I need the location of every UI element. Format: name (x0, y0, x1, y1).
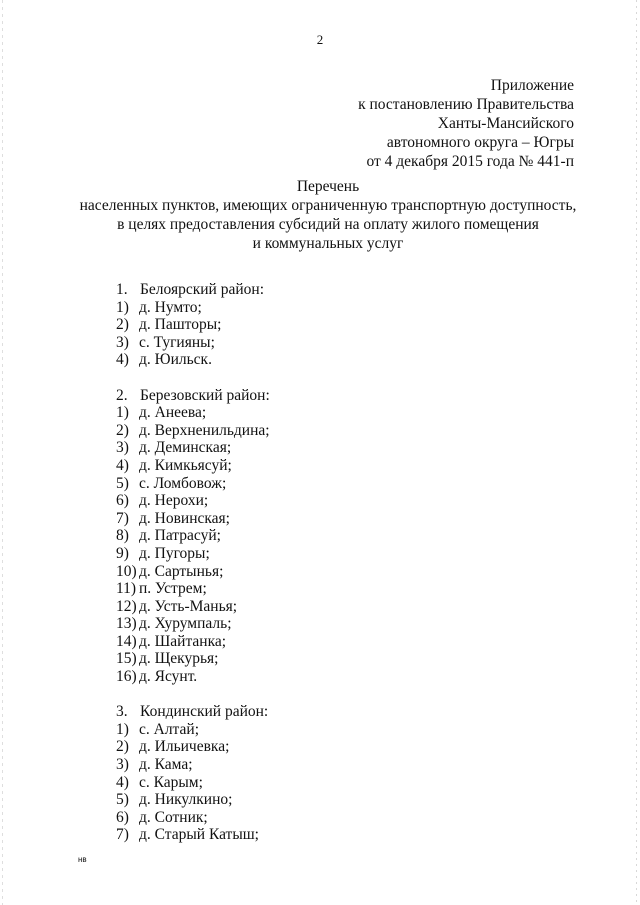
settlement-name: д. Новинская; (139, 509, 230, 527)
settlement-list-item (116, 668, 270, 686)
district-lists (116, 281, 270, 862)
item-number: 2) (116, 421, 129, 439)
settlement-list-item (116, 721, 270, 739)
item-number: 15) (116, 650, 137, 668)
settlement-name: с. Алтай; (139, 720, 200, 738)
item-number: 5) (116, 474, 129, 492)
item-number: 2) (116, 738, 129, 756)
item-number: 14) (116, 632, 137, 650)
item-number: 3) (116, 756, 129, 774)
appendix-line: к постановлению Правительства (358, 96, 574, 113)
settlement-list-item (116, 738, 270, 756)
settlement-name: д. Деминская; (139, 439, 232, 457)
settlement-name: с. Тугияны; (139, 333, 215, 351)
settlement-name: д. Анеева; (139, 404, 207, 422)
item-number: 4) (116, 351, 129, 369)
settlement-list-item (116, 351, 270, 369)
appendix-line: Ханты-Мансийского (437, 115, 574, 132)
item-number: 1) (116, 720, 129, 738)
district-name: Березовский район: (140, 386, 270, 404)
settlement-name: д. Нумто; (139, 298, 202, 316)
settlement-name: д. Патрасуй; (139, 527, 221, 545)
settlement-name: д. Шайтанка; (139, 632, 227, 650)
item-number: 6) (116, 808, 129, 826)
item-number: 2) (116, 316, 129, 334)
item-number: 7) (116, 826, 129, 844)
footer-mark: нв (78, 855, 87, 864)
settlement-name: д. Ильичевка; (139, 738, 230, 756)
district-number: 2. (116, 386, 128, 404)
settlement-name: д. Нерохи; (139, 492, 209, 510)
district-heading (116, 703, 270, 721)
appendix-line: Приложение (490, 77, 574, 94)
item-number: 12) (116, 597, 137, 615)
settlement-name: д. Хурумпаль; (139, 615, 232, 633)
district-number: 1. (116, 281, 128, 298)
settlement-list-item (116, 826, 270, 844)
settlement-list-item (116, 633, 270, 651)
settlement-list-item (116, 439, 270, 457)
settlement-name: д. Верхненильдина; (139, 421, 270, 439)
item-number: 3) (116, 333, 129, 351)
item-number: 6) (116, 492, 129, 510)
settlement-list-item (116, 791, 270, 809)
settlement-name: д. Пугоры; (139, 544, 210, 562)
settlement-list-item (116, 457, 270, 475)
settlement-name: д. Ясунт. (139, 668, 198, 686)
settlement-list-item (116, 756, 270, 774)
appendix-header (358, 76, 574, 171)
settlement-list-item (116, 615, 270, 633)
settlement-list-item (116, 563, 270, 581)
settlement-list-item (116, 316, 270, 334)
item-number: 13) (116, 615, 137, 633)
district-name: Белоярский район: (140, 281, 264, 298)
settlement-list-item (116, 650, 270, 668)
settlement-name: д. Никулкино; (139, 791, 233, 809)
settlement-list-item (116, 404, 270, 422)
settlement-list-item (116, 299, 270, 317)
item-number: 5) (116, 791, 129, 809)
item-number: 4) (116, 456, 129, 474)
settlement-name: д. Усть-Манья; (139, 597, 238, 615)
settlement-name: п. Устрем; (139, 580, 207, 598)
settlement-name: д. Щекурья; (139, 650, 219, 668)
settlement-name: д. Старый Катыш; (139, 826, 259, 844)
item-number: 9) (116, 544, 129, 562)
settlement-list-item (116, 809, 270, 827)
appendix-line: от 4 декабря 2015 года № 441-п (366, 153, 574, 170)
district-block (116, 703, 270, 844)
settlement-list-item (116, 475, 270, 493)
item-number: 11) (116, 580, 137, 598)
settlement-list-item (116, 774, 270, 792)
appendix-line: автономного округа – Югры (386, 134, 574, 151)
item-number: 3) (116, 439, 129, 457)
item-number: 1) (116, 298, 129, 316)
settlement-name: с. Карым; (139, 773, 203, 791)
district-heading (116, 281, 270, 299)
title-line: в целях предоставления субсидий на оплату жилого помещения (117, 216, 539, 233)
settlement-list-item (116, 598, 270, 616)
settlement-name: д. Кимкьясуй; (139, 456, 232, 474)
settlement-name: д. Пашторы; (139, 316, 222, 334)
item-number: 7) (116, 509, 129, 527)
settlement-list-item (116, 510, 270, 528)
settlement-list-item (116, 334, 270, 352)
scan-edge-left (2, 0, 3, 905)
settlement-name: д. Сартынья; (139, 562, 224, 580)
item-number: 1) (116, 404, 129, 422)
district-name: Кондинский район: (140, 703, 269, 721)
settlement-name: с. Ломбовож; (139, 474, 227, 492)
page-number: 2 (316, 32, 324, 47)
title-line: Перечень (296, 178, 360, 195)
settlement-name: д. Кама; (139, 756, 193, 774)
settlement-list-item (116, 527, 270, 545)
settlement-list-item (116, 492, 270, 510)
district-heading (116, 387, 270, 405)
settlement-name: д. Юильск. (139, 351, 212, 369)
document-title (0, 177, 640, 253)
item-number: 10) (116, 562, 137, 580)
scan-edge-right (636, 0, 637, 905)
item-number: 8) (116, 527, 129, 545)
settlement-list-item (116, 422, 270, 440)
item-number: 4) (116, 773, 129, 791)
title-line: и коммунальных услуг (252, 235, 404, 252)
item-number: 16) (116, 668, 137, 686)
settlement-list-item (116, 580, 270, 598)
district-block (116, 387, 270, 686)
district-block (116, 281, 270, 369)
settlement-name: д. Сотник; (139, 808, 208, 826)
title-line: населенных пунктов, имеющих ограниченную транспортную доступность, (79, 197, 577, 214)
settlement-list-item (116, 545, 270, 563)
district-number: 3. (116, 703, 128, 721)
